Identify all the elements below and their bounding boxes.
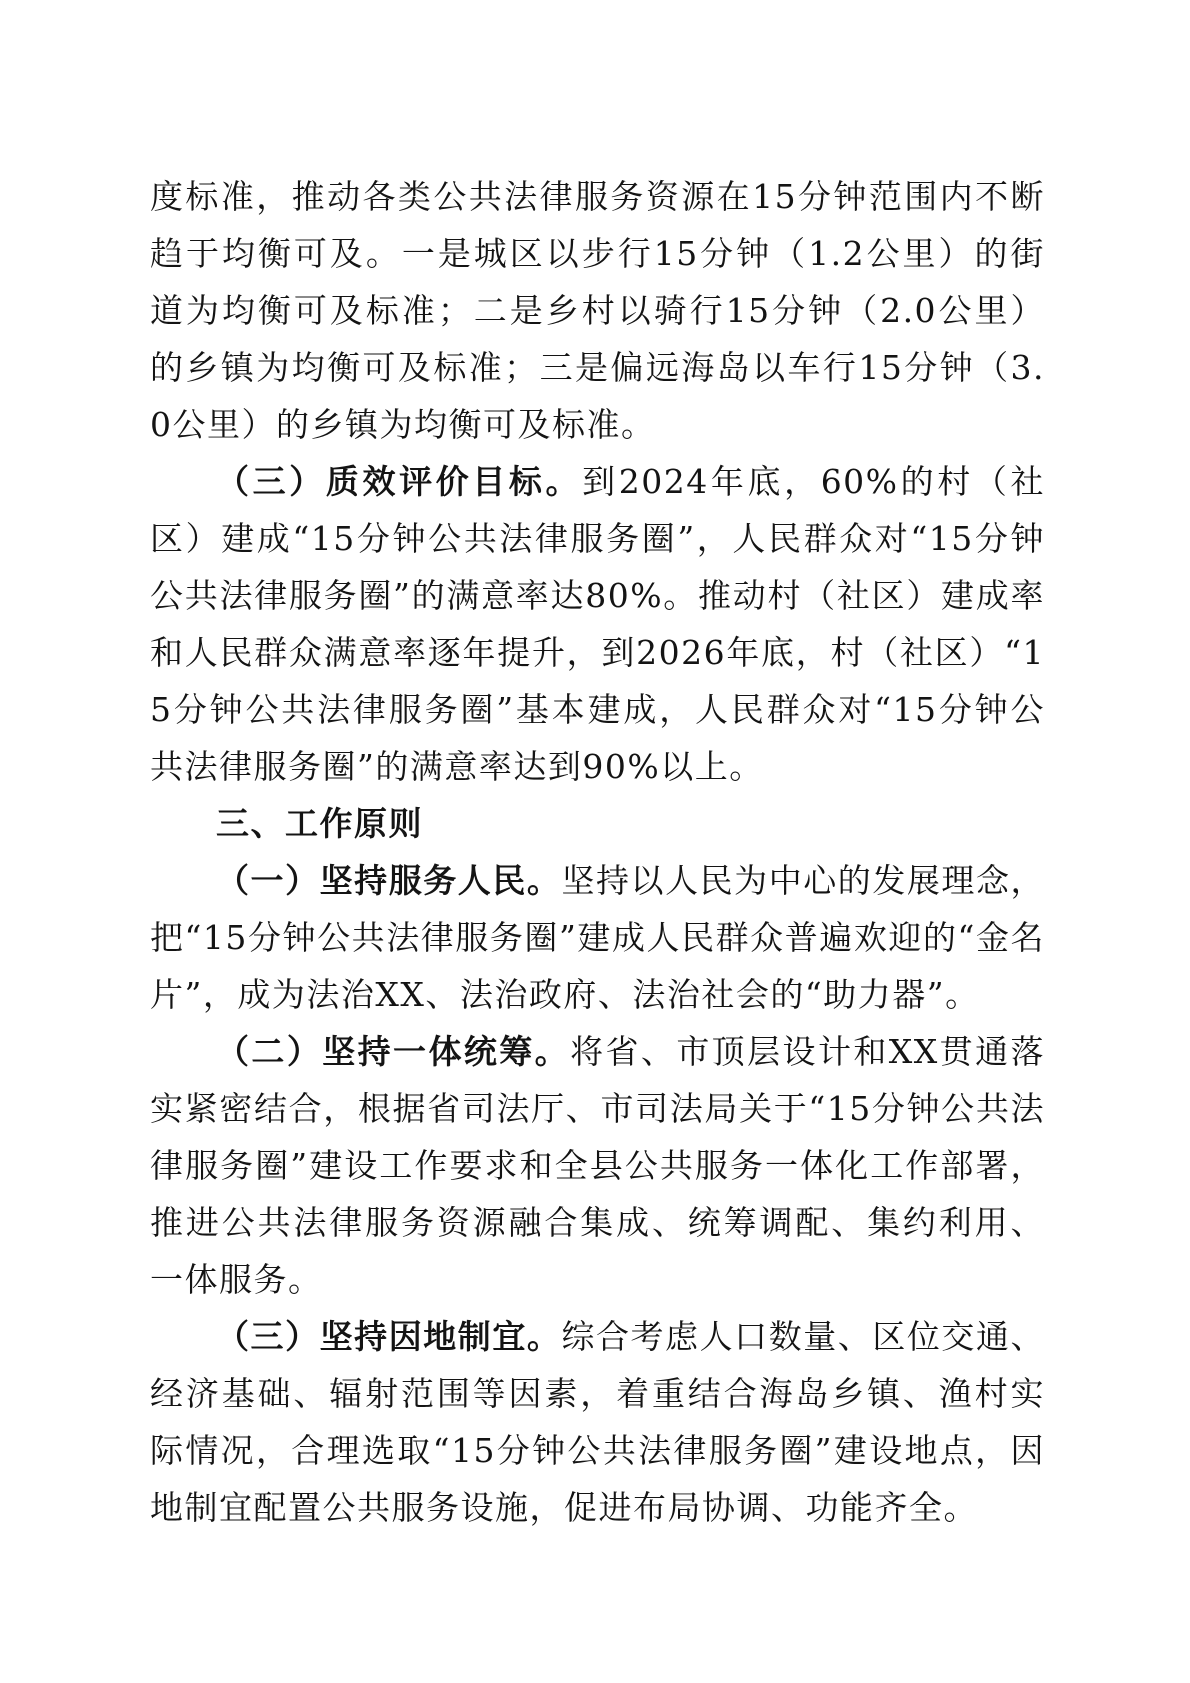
paragraph-principle-integration xyxy=(150,1023,1045,1308)
paragraph-text: 坚持以人民为中心的发展理念，把“15分钟公共法律服务圈”建成人民群众普遍欢迎的“金名片”，成为法治XX、法治政府、法治社会的“助力器”。 xyxy=(150,861,1046,1014)
paragraph-principle-local-conditions xyxy=(150,1308,1045,1536)
paragraph-text: 综合考虑人口数量、区位交通、经济基础、辐射范围等因素，着重结合海岛乡镇、渔村实际情况，合理选取“15分钟公共法律服务圈”建设地点，因地制宜配置公共服务设施，促进布局协调、功能齐全。 xyxy=(150,1317,1046,1527)
paragraph-principle-serve-people xyxy=(150,852,1045,1023)
paragraph-text: 将省、市顶层设计和XX贯通落实紧密结合，根据省司法厅、市司法局关于“15分钟公共法律服务圈”建设工作要求和全县公共服务一体化工作部署，推进公共法律服务资源融合集成、统筹调配、集约利用、一体服务。 xyxy=(150,1032,1045,1299)
paragraph-quality-target xyxy=(150,453,1045,795)
paragraph-lead: （三）质效评价目标。 xyxy=(216,462,583,501)
paragraph-lead: （一）坚持服务人民。 xyxy=(216,861,562,900)
paragraph-text: 度标准，推动各类公共法律服务资源在15分钟范围内不断趋于均衡可及。一是城区以步行15分钟（1.2公里）的街道为均衡可及标准；二是乡村以骑行15分钟（2.0公里）的乡镇为均衡可及标准；三是偏远海岛以车行15分钟（3.0公里）的乡镇为均衡可及标准。 xyxy=(150,177,1045,444)
section-heading: 三、工作原则 xyxy=(216,804,423,843)
paragraph-standard-continuation xyxy=(150,168,1045,453)
document-body xyxy=(150,168,1045,1536)
paragraph-text: 到2024年底，60%的村（社区）建成“15分钟公共法律服务圈”，人民群众对“15分钟公共法律服务圈”的满意率达80%。推动村（社区）建成率和人民群众满意率逐年提升，到2026年底，村（社区）“15分钟公共法律服务圈”基本建成，人民群众对“15分钟公共法律服务圈”的满意率达到90%以上。 xyxy=(150,462,1045,786)
paragraph-lead: （二）坚持一体统筹。 xyxy=(216,1032,571,1071)
paragraph-lead: （三）坚持因地制宜。 xyxy=(216,1317,562,1356)
